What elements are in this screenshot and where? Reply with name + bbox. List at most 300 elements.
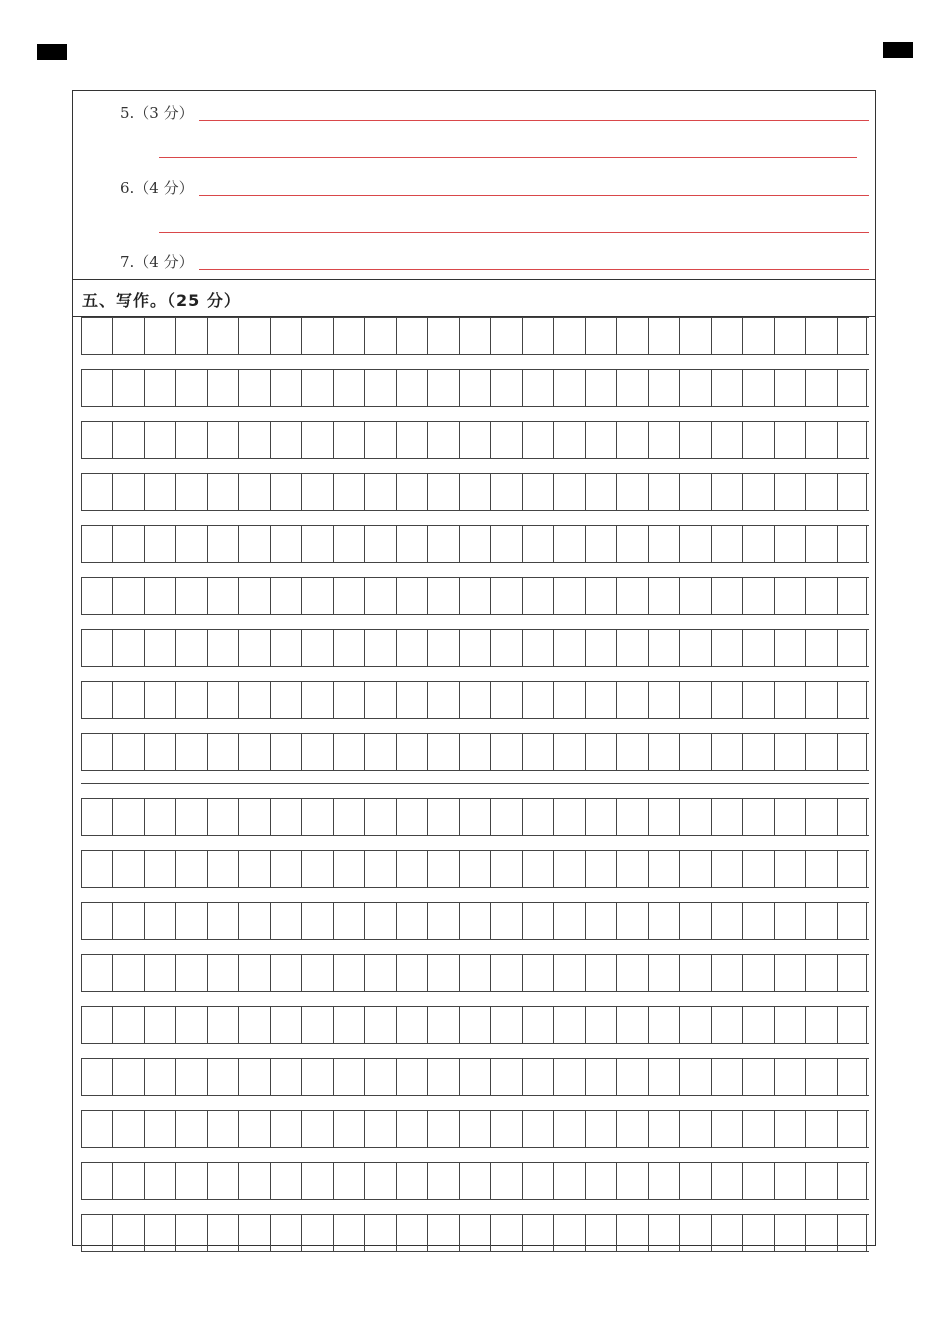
grid-cell[interactable] xyxy=(616,422,648,458)
grid-cell[interactable] xyxy=(490,578,522,614)
grid-cell[interactable] xyxy=(238,422,270,458)
grid-cell[interactable] xyxy=(175,578,207,614)
grid-cell[interactable] xyxy=(585,1111,616,1147)
grid-cell[interactable] xyxy=(490,1163,522,1199)
grid-cell[interactable] xyxy=(175,318,207,354)
grid-cell[interactable] xyxy=(207,734,238,770)
grid-cell[interactable] xyxy=(301,1163,333,1199)
grid-cell[interactable] xyxy=(112,734,144,770)
grid-cell[interactable] xyxy=(364,1059,396,1095)
grid-cell[interactable] xyxy=(522,1007,553,1043)
grid-cell[interactable] xyxy=(459,526,490,562)
grid-cell[interactable] xyxy=(396,422,427,458)
grid-cell[interactable] xyxy=(742,734,774,770)
grid-cell[interactable] xyxy=(774,630,805,666)
grid-cell[interactable] xyxy=(805,1215,837,1251)
grid-cell[interactable] xyxy=(459,1007,490,1043)
answer-line[interactable] xyxy=(199,120,869,121)
grid-cell[interactable] xyxy=(711,955,742,991)
grid-cell[interactable] xyxy=(112,955,144,991)
answer-line[interactable] xyxy=(199,195,869,196)
grid-cell[interactable] xyxy=(742,526,774,562)
grid-cell[interactable] xyxy=(553,1215,585,1251)
grid-cell[interactable] xyxy=(522,1163,553,1199)
grid-cell[interactable] xyxy=(333,1215,364,1251)
grid-cell[interactable] xyxy=(648,903,679,939)
grid-cell[interactable] xyxy=(616,318,648,354)
grid-cell[interactable] xyxy=(427,682,459,718)
grid-cell[interactable] xyxy=(301,1215,333,1251)
grid-cell[interactable] xyxy=(805,1059,837,1095)
grid-cell[interactable] xyxy=(742,1111,774,1147)
grid-cell[interactable] xyxy=(553,1059,585,1095)
grid-cell[interactable] xyxy=(553,682,585,718)
grid-cell[interactable] xyxy=(585,1059,616,1095)
grid-cell[interactable] xyxy=(616,851,648,887)
grid-cell[interactable] xyxy=(585,955,616,991)
grid-cell[interactable] xyxy=(522,734,553,770)
grid-cell[interactable] xyxy=(207,1007,238,1043)
grid-cell[interactable] xyxy=(490,370,522,406)
grid-cell[interactable] xyxy=(238,370,270,406)
grid-cell[interactable] xyxy=(112,1059,144,1095)
answer-line[interactable] xyxy=(159,157,857,158)
grid-cell[interactable] xyxy=(144,1111,175,1147)
answer-line[interactable] xyxy=(199,269,869,270)
grid-cell[interactable] xyxy=(774,318,805,354)
grid-cell[interactable] xyxy=(805,1007,837,1043)
grid-cell[interactable] xyxy=(333,955,364,991)
grid-cell[interactable] xyxy=(427,1215,459,1251)
grid-cell[interactable] xyxy=(616,1007,648,1043)
grid-cell[interactable] xyxy=(805,1163,837,1199)
grid-cell[interactable] xyxy=(459,370,490,406)
grid-cell[interactable] xyxy=(648,630,679,666)
grid-cell[interactable] xyxy=(742,370,774,406)
grid-cell[interactable] xyxy=(175,851,207,887)
grid-cell[interactable] xyxy=(207,851,238,887)
grid-cell[interactable] xyxy=(81,370,112,406)
grid-cell[interactable] xyxy=(207,578,238,614)
grid-cell[interactable] xyxy=(648,1163,679,1199)
grid-cell[interactable] xyxy=(459,1111,490,1147)
grid-cell[interactable] xyxy=(711,903,742,939)
grid-cell[interactable] xyxy=(837,682,867,718)
grid-cell[interactable] xyxy=(427,578,459,614)
grid-cell[interactable] xyxy=(301,1007,333,1043)
grid-cell[interactable] xyxy=(805,422,837,458)
grid-cell[interactable] xyxy=(774,370,805,406)
grid-cell[interactable] xyxy=(333,851,364,887)
grid-cell[interactable] xyxy=(238,851,270,887)
grid-cell[interactable] xyxy=(679,1059,711,1095)
grid-cell[interactable] xyxy=(333,799,364,835)
grid-cell[interactable] xyxy=(427,422,459,458)
grid-cell[interactable] xyxy=(522,682,553,718)
grid-cell[interactable] xyxy=(490,734,522,770)
grid-cell[interactable] xyxy=(553,955,585,991)
grid-cell[interactable] xyxy=(144,1215,175,1251)
grid-cell[interactable] xyxy=(616,474,648,510)
grid-cell[interactable] xyxy=(112,1215,144,1251)
grid-cell[interactable] xyxy=(396,370,427,406)
grid-cell[interactable] xyxy=(112,1163,144,1199)
grid-cell[interactable] xyxy=(774,734,805,770)
grid-cell[interactable] xyxy=(112,682,144,718)
grid-cell[interactable] xyxy=(837,955,867,991)
grid-cell[interactable] xyxy=(679,1111,711,1147)
grid-cell[interactable] xyxy=(553,370,585,406)
grid-cell[interactable] xyxy=(837,370,867,406)
grid-cell[interactable] xyxy=(238,578,270,614)
grid-cell[interactable] xyxy=(459,1059,490,1095)
grid-cell[interactable] xyxy=(805,526,837,562)
grid-cell[interactable] xyxy=(774,1007,805,1043)
grid-cell[interactable] xyxy=(364,578,396,614)
grid-cell[interactable] xyxy=(207,370,238,406)
grid-cell[interactable] xyxy=(396,1007,427,1043)
grid-cell[interactable] xyxy=(490,422,522,458)
grid-cell[interactable] xyxy=(490,682,522,718)
grid-cell[interactable] xyxy=(207,1163,238,1199)
grid-cell[interactable] xyxy=(837,526,867,562)
grid-cell[interactable] xyxy=(648,578,679,614)
grid-cell[interactable] xyxy=(301,1111,333,1147)
grid-cell[interactable] xyxy=(270,1007,301,1043)
grid-cell[interactable] xyxy=(301,799,333,835)
grid-cell[interactable] xyxy=(774,1215,805,1251)
grid-cell[interactable] xyxy=(270,422,301,458)
grid-cell[interactable] xyxy=(333,903,364,939)
grid-cell[interactable] xyxy=(396,955,427,991)
grid-cell[interactable] xyxy=(679,903,711,939)
grid-cell[interactable] xyxy=(112,578,144,614)
grid-cell[interactable] xyxy=(679,799,711,835)
grid-cell[interactable] xyxy=(301,682,333,718)
grid-cell[interactable] xyxy=(711,1007,742,1043)
grid-cell[interactable] xyxy=(112,630,144,666)
grid-cell[interactable] xyxy=(364,1215,396,1251)
grid-cell[interactable] xyxy=(333,1007,364,1043)
grid-cell[interactable] xyxy=(112,903,144,939)
grid-cell[interactable] xyxy=(711,799,742,835)
grid-cell[interactable] xyxy=(616,1163,648,1199)
grid-cell[interactable] xyxy=(175,903,207,939)
grid-cell[interactable] xyxy=(301,318,333,354)
grid-cell[interactable] xyxy=(585,903,616,939)
grid-cell[interactable] xyxy=(774,903,805,939)
grid-cell[interactable] xyxy=(742,1163,774,1199)
grid-cell[interactable] xyxy=(333,1111,364,1147)
answer-line[interactable] xyxy=(159,232,869,233)
grid-cell[interactable] xyxy=(522,1111,553,1147)
grid-cell[interactable] xyxy=(616,903,648,939)
grid-cell[interactable] xyxy=(175,1111,207,1147)
grid-cell[interactable] xyxy=(648,1007,679,1043)
grid-cell[interactable] xyxy=(207,955,238,991)
grid-cell[interactable] xyxy=(774,474,805,510)
grid-cell[interactable] xyxy=(679,1215,711,1251)
grid-cell[interactable] xyxy=(585,1007,616,1043)
grid-cell[interactable] xyxy=(175,422,207,458)
grid-cell[interactable] xyxy=(805,903,837,939)
grid-cell[interactable] xyxy=(112,370,144,406)
grid-cell[interactable] xyxy=(585,578,616,614)
grid-cell[interactable] xyxy=(207,1059,238,1095)
grid-cell[interactable] xyxy=(648,734,679,770)
grid-cell[interactable] xyxy=(238,318,270,354)
grid-cell[interactable] xyxy=(333,578,364,614)
grid-cell[interactable] xyxy=(742,474,774,510)
grid-cell[interactable] xyxy=(396,1215,427,1251)
grid-cell[interactable] xyxy=(774,1111,805,1147)
grid-cell[interactable] xyxy=(175,1007,207,1043)
grid-cell[interactable] xyxy=(396,1163,427,1199)
grid-cell[interactable] xyxy=(585,1163,616,1199)
grid-cell[interactable] xyxy=(270,955,301,991)
grid-cell[interactable] xyxy=(144,799,175,835)
grid-cell[interactable] xyxy=(81,1111,112,1147)
grid-cell[interactable] xyxy=(144,526,175,562)
grid-cell[interactable] xyxy=(585,474,616,510)
grid-cell[interactable] xyxy=(648,474,679,510)
grid-cell[interactable] xyxy=(175,370,207,406)
grid-cell[interactable] xyxy=(774,526,805,562)
grid-cell[interactable] xyxy=(522,318,553,354)
grid-cell[interactable] xyxy=(837,734,867,770)
grid-cell[interactable] xyxy=(427,1007,459,1043)
grid-cell[interactable] xyxy=(522,1059,553,1095)
grid-cell[interactable] xyxy=(459,851,490,887)
grid-cell[interactable] xyxy=(427,1163,459,1199)
grid-cell[interactable] xyxy=(396,903,427,939)
grid-cell[interactable] xyxy=(774,955,805,991)
grid-cell[interactable] xyxy=(616,682,648,718)
grid-cell[interactable] xyxy=(396,734,427,770)
grid-cell[interactable] xyxy=(238,734,270,770)
grid-cell[interactable] xyxy=(585,370,616,406)
grid-cell[interactable] xyxy=(81,799,112,835)
grid-cell[interactable] xyxy=(112,851,144,887)
grid-cell[interactable] xyxy=(837,474,867,510)
grid-cell[interactable] xyxy=(679,630,711,666)
grid-cell[interactable] xyxy=(238,1007,270,1043)
grid-cell[interactable] xyxy=(585,799,616,835)
grid-cell[interactable] xyxy=(364,318,396,354)
grid-cell[interactable] xyxy=(427,1111,459,1147)
grid-cell[interactable] xyxy=(427,318,459,354)
grid-cell[interactable] xyxy=(144,851,175,887)
grid-cell[interactable] xyxy=(742,799,774,835)
grid-cell[interactable] xyxy=(711,734,742,770)
grid-cell[interactable] xyxy=(364,1163,396,1199)
grid-cell[interactable] xyxy=(774,578,805,614)
grid-cell[interactable] xyxy=(711,682,742,718)
grid-cell[interactable] xyxy=(427,630,459,666)
grid-cell[interactable] xyxy=(270,851,301,887)
grid-cell[interactable] xyxy=(333,630,364,666)
grid-cell[interactable] xyxy=(207,630,238,666)
grid-cell[interactable] xyxy=(648,1215,679,1251)
grid-cell[interactable] xyxy=(648,851,679,887)
grid-cell[interactable] xyxy=(742,955,774,991)
grid-cell[interactable] xyxy=(616,734,648,770)
grid-cell[interactable] xyxy=(742,318,774,354)
grid-cell[interactable] xyxy=(364,955,396,991)
grid-cell[interactable] xyxy=(522,903,553,939)
grid-cell[interactable] xyxy=(364,682,396,718)
grid-cell[interactable] xyxy=(679,682,711,718)
grid-cell[interactable] xyxy=(679,370,711,406)
grid-cell[interactable] xyxy=(175,734,207,770)
grid-cell[interactable] xyxy=(805,474,837,510)
grid-cell[interactable] xyxy=(774,799,805,835)
grid-cell[interactable] xyxy=(837,1007,867,1043)
grid-cell[interactable] xyxy=(270,474,301,510)
grid-cell[interactable] xyxy=(805,799,837,835)
grid-cell[interactable] xyxy=(616,578,648,614)
grid-cell[interactable] xyxy=(553,526,585,562)
grid-cell[interactable] xyxy=(490,318,522,354)
grid-cell[interactable] xyxy=(364,630,396,666)
grid-cell[interactable] xyxy=(333,734,364,770)
grid-cell[interactable] xyxy=(490,851,522,887)
grid-cell[interactable] xyxy=(144,903,175,939)
grid-cell[interactable] xyxy=(742,1215,774,1251)
grid-cell[interactable] xyxy=(679,474,711,510)
grid-cell[interactable] xyxy=(207,474,238,510)
grid-cell[interactable] xyxy=(459,799,490,835)
grid-cell[interactable] xyxy=(648,799,679,835)
grid-cell[interactable] xyxy=(711,526,742,562)
grid-cell[interactable] xyxy=(270,1111,301,1147)
grid-cell[interactable] xyxy=(396,318,427,354)
grid-cell[interactable] xyxy=(427,799,459,835)
grid-cell[interactable] xyxy=(711,578,742,614)
grid-cell[interactable] xyxy=(459,903,490,939)
grid-cell[interactable] xyxy=(648,318,679,354)
grid-cell[interactable] xyxy=(270,1059,301,1095)
grid-cell[interactable] xyxy=(364,526,396,562)
grid-cell[interactable] xyxy=(81,1215,112,1251)
grid-cell[interactable] xyxy=(774,851,805,887)
grid-cell[interactable] xyxy=(585,734,616,770)
grid-cell[interactable] xyxy=(522,851,553,887)
grid-cell[interactable] xyxy=(553,799,585,835)
grid-cell[interactable] xyxy=(270,526,301,562)
grid-cell[interactable] xyxy=(81,1163,112,1199)
grid-cell[interactable] xyxy=(81,474,112,510)
grid-cell[interactable] xyxy=(459,422,490,458)
grid-cell[interactable] xyxy=(238,1215,270,1251)
grid-cell[interactable] xyxy=(711,1215,742,1251)
grid-cell[interactable] xyxy=(553,578,585,614)
grid-cell[interactable] xyxy=(144,630,175,666)
grid-cell[interactable] xyxy=(522,422,553,458)
grid-cell[interactable] xyxy=(333,474,364,510)
grid-cell[interactable] xyxy=(396,526,427,562)
grid-cell[interactable] xyxy=(396,851,427,887)
grid-cell[interactable] xyxy=(112,474,144,510)
grid-cell[interactable] xyxy=(585,1215,616,1251)
grid-cell[interactable] xyxy=(175,474,207,510)
grid-cell[interactable] xyxy=(270,682,301,718)
grid-cell[interactable] xyxy=(238,903,270,939)
grid-cell[interactable] xyxy=(81,682,112,718)
grid-cell[interactable] xyxy=(459,474,490,510)
grid-cell[interactable] xyxy=(364,851,396,887)
grid-cell[interactable] xyxy=(396,474,427,510)
grid-cell[interactable] xyxy=(396,630,427,666)
grid-cell[interactable] xyxy=(522,370,553,406)
grid-cell[interactable] xyxy=(144,578,175,614)
grid-cell[interactable] xyxy=(711,1111,742,1147)
grid-cell[interactable] xyxy=(459,578,490,614)
grid-cell[interactable] xyxy=(553,318,585,354)
grid-cell[interactable] xyxy=(553,474,585,510)
grid-cell[interactable] xyxy=(301,422,333,458)
grid-cell[interactable] xyxy=(427,851,459,887)
grid-cell[interactable] xyxy=(364,370,396,406)
grid-cell[interactable] xyxy=(490,630,522,666)
grid-cell[interactable] xyxy=(144,682,175,718)
grid-cell[interactable] xyxy=(144,1163,175,1199)
grid-cell[interactable] xyxy=(553,1163,585,1199)
grid-cell[interactable] xyxy=(175,1163,207,1199)
grid-cell[interactable] xyxy=(837,1111,867,1147)
grid-cell[interactable] xyxy=(522,1215,553,1251)
grid-cell[interactable] xyxy=(616,955,648,991)
grid-cell[interactable] xyxy=(144,955,175,991)
grid-cell[interactable] xyxy=(333,370,364,406)
grid-cell[interactable] xyxy=(805,370,837,406)
grid-cell[interactable] xyxy=(112,1007,144,1043)
grid-cell[interactable] xyxy=(333,1059,364,1095)
grid-cell[interactable] xyxy=(238,630,270,666)
grid-cell[interactable] xyxy=(427,474,459,510)
grid-cell[interactable] xyxy=(805,955,837,991)
grid-cell[interactable] xyxy=(301,474,333,510)
grid-cell[interactable] xyxy=(679,851,711,887)
grid-cell[interactable] xyxy=(679,578,711,614)
grid-cell[interactable] xyxy=(553,903,585,939)
grid-cell[interactable] xyxy=(396,682,427,718)
grid-cell[interactable] xyxy=(175,526,207,562)
grid-cell[interactable] xyxy=(742,851,774,887)
grid-cell[interactable] xyxy=(238,799,270,835)
grid-cell[interactable] xyxy=(459,682,490,718)
grid-cell[interactable] xyxy=(742,630,774,666)
grid-cell[interactable] xyxy=(396,1111,427,1147)
grid-cell[interactable] xyxy=(301,734,333,770)
grid-cell[interactable] xyxy=(616,1215,648,1251)
grid-cell[interactable] xyxy=(711,318,742,354)
grid-cell[interactable] xyxy=(490,955,522,991)
grid-cell[interactable] xyxy=(837,799,867,835)
grid-cell[interactable] xyxy=(616,370,648,406)
grid-cell[interactable] xyxy=(270,370,301,406)
grid-cell[interactable] xyxy=(364,422,396,458)
grid-cell[interactable] xyxy=(490,1007,522,1043)
grid-cell[interactable] xyxy=(490,526,522,562)
grid-cell[interactable] xyxy=(333,682,364,718)
grid-cell[interactable] xyxy=(364,1111,396,1147)
grid-cell[interactable] xyxy=(805,578,837,614)
grid-cell[interactable] xyxy=(238,682,270,718)
grid-cell[interactable] xyxy=(679,526,711,562)
grid-cell[interactable] xyxy=(837,851,867,887)
grid-cell[interactable] xyxy=(238,1111,270,1147)
